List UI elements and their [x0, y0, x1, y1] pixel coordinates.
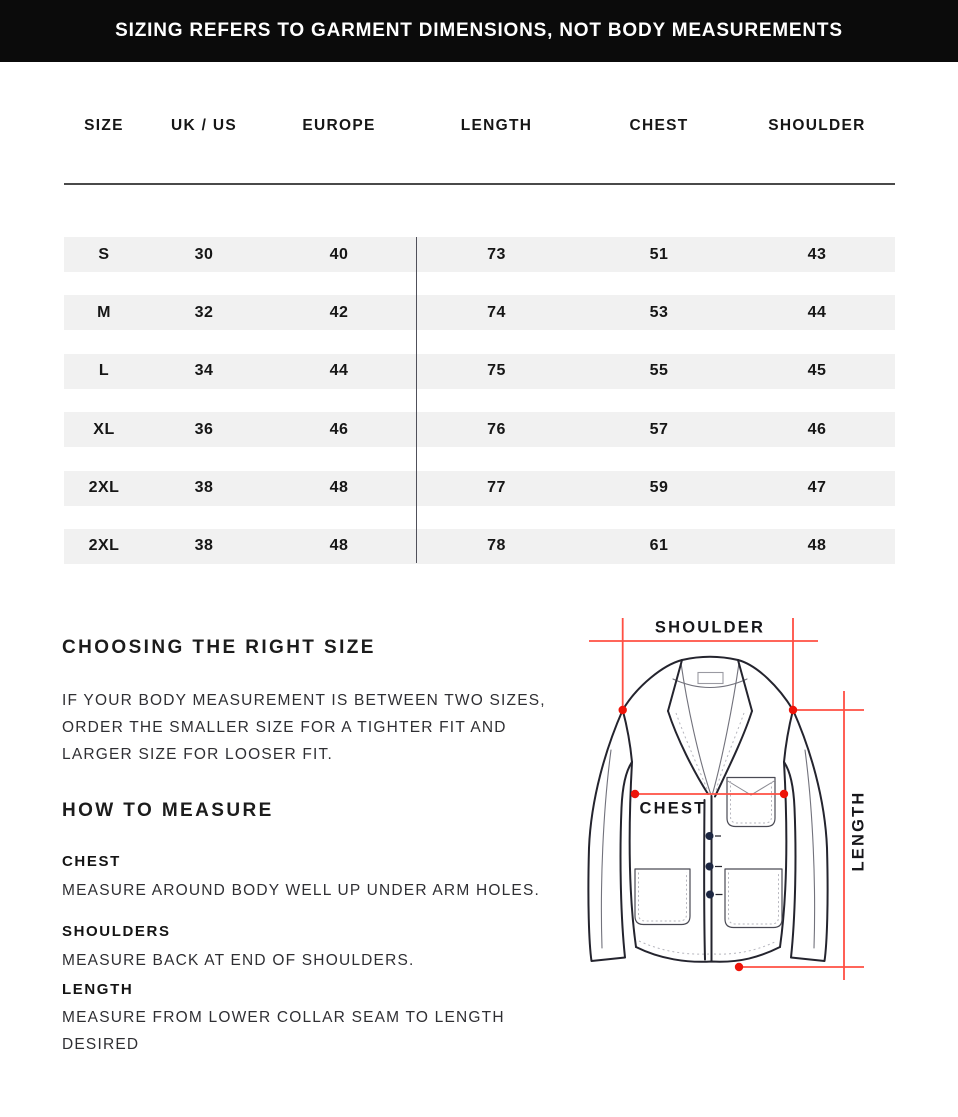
- text-line: ORDER THE SMALLER SIZE FOR A TIGHTER FIT AND: [62, 719, 507, 736]
- cell-chest: 55: [649, 362, 669, 380]
- cell-europe: 42: [329, 303, 349, 321]
- cell-uk-us: 34: [194, 362, 214, 380]
- top-banner: [0, 0, 958, 62]
- table-body: [64, 237, 895, 587]
- cell-chest: 53: [649, 303, 669, 321]
- banner-text: SIZING REFERS TO GARMENT DIMENSIONS, NOT BODY MEASUREMENTS: [115, 20, 843, 41]
- cell-uk-us: 38: [194, 479, 214, 497]
- cell-length: 74: [487, 303, 506, 321]
- cell-size: M: [97, 303, 111, 321]
- cell-shoulder: 47: [807, 479, 827, 497]
- cell-length: 77: [487, 479, 506, 497]
- table-row: [64, 471, 895, 506]
- column-header-chest: CHEST: [629, 117, 689, 134]
- diagram-chest-label: CHEST: [639, 799, 707, 818]
- cell-shoulder: 44: [807, 303, 827, 321]
- table-row: [64, 295, 895, 330]
- jacket-outline: [588, 657, 827, 962]
- measure-chest-label: CHEST: [62, 853, 121, 870]
- header-divider-line: [64, 183, 895, 185]
- measure-length-label: LENGTH: [62, 981, 134, 998]
- cell-length: 73: [487, 245, 506, 263]
- cell-europe: 48: [329, 537, 349, 555]
- choosing-size-title: CHOOSING THE RIGHT SIZE: [62, 637, 376, 658]
- cell-uk-us: 30: [194, 245, 214, 263]
- how-to-measure-title: HOW TO MEASURE: [62, 800, 274, 821]
- cell-length: 78: [487, 537, 506, 555]
- diagram-shoulder-label: SHOULDER: [654, 618, 766, 637]
- cell-size: S: [98, 245, 110, 263]
- cell-shoulder: 46: [807, 420, 827, 438]
- text-line: MEASURE FROM LOWER COLLAR SEAM TO LENGTH: [62, 1009, 505, 1026]
- text-line: IF YOUR BODY MEASUREMENT IS BETWEEN TWO SIZES,: [62, 692, 546, 709]
- measure-shoulders-label: SHOULDERS: [62, 923, 171, 940]
- size-table: [64, 104, 895, 555]
- table-row: [64, 237, 895, 272]
- measure-chest-text: [62, 877, 540, 904]
- table-row: [64, 529, 895, 564]
- cell-size: 2XL: [88, 479, 120, 497]
- text-line: LARGER SIZE FOR LOOSER FIT.: [62, 746, 333, 763]
- column-header-size: SIZE: [84, 117, 124, 134]
- cell-length: 75: [487, 362, 506, 380]
- column-header-uk-us: UK / US: [171, 117, 237, 134]
- cell-size: 2XL: [88, 537, 120, 555]
- cell-uk-us: 38: [194, 537, 214, 555]
- table-header-row: [64, 104, 895, 148]
- measure-shoulders-text: [62, 947, 415, 974]
- cell-length: 76: [487, 420, 506, 438]
- table-vertical-divider: [416, 237, 417, 563]
- diagram-length-label: LENGTH: [849, 790, 868, 872]
- cell-shoulder: 45: [807, 362, 827, 380]
- table-row: [64, 354, 895, 389]
- cell-chest: 59: [649, 479, 669, 497]
- table-row: [64, 412, 895, 447]
- choosing-size-text: [62, 687, 546, 768]
- cell-europe: 40: [329, 245, 349, 263]
- cell-chest: 61: [649, 537, 669, 555]
- cell-chest: 51: [649, 245, 669, 263]
- cell-size: XL: [93, 420, 115, 438]
- column-header-shoulder: SHOULDER: [768, 117, 866, 134]
- jacket-diagram-svg: [575, 600, 915, 1020]
- column-header-europe: EUROPE: [302, 117, 376, 134]
- text-line: DESIRED: [62, 1036, 140, 1053]
- measure-length-text: [62, 1004, 505, 1058]
- cell-uk-us: 36: [194, 420, 214, 438]
- jacket-buttons: [706, 832, 723, 899]
- cell-size: L: [98, 362, 110, 380]
- cell-shoulder: 48: [807, 537, 827, 555]
- text-line: MEASURE AROUND BODY WELL UP UNDER ARM HOLES.: [62, 882, 540, 899]
- cell-shoulder: 43: [807, 245, 827, 263]
- jacket-measurement-diagram: [575, 600, 915, 1020]
- cell-europe: 44: [329, 362, 349, 380]
- cell-europe: 46: [329, 420, 349, 438]
- jacket-seam-details: [601, 663, 814, 948]
- cell-europe: 48: [329, 479, 349, 497]
- column-header-length: LENGTH: [460, 117, 533, 134]
- cell-chest: 57: [649, 420, 669, 438]
- cell-uk-us: 32: [194, 303, 214, 321]
- text-line: MEASURE BACK AT END OF SHOULDERS.: [62, 952, 415, 969]
